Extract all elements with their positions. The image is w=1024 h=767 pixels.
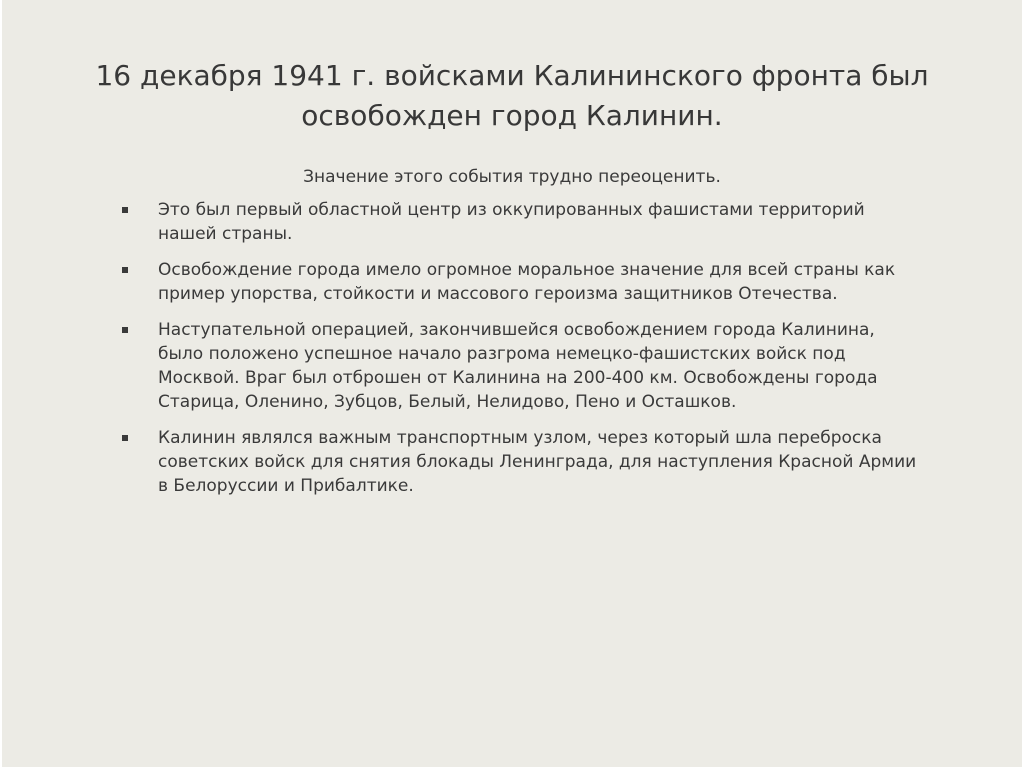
square-bullet-icon [122,435,128,441]
slide-title-line-2: освобожден город Калинин. [301,99,723,132]
bullet-text: Наступательной операцией, закончившейся освобождением города Калинина, было положено успешное начало разгрома немецко-фашистских войск под Москвой. Враг был отброшен от Калинина на 200-400 км. Освобождены города Старица, Оленино, Зубцов, Белый, Нелидово, Пено и Осташков. [158,320,878,412]
slide-title-line-1: 16 декабря 1941 г. войсками Калининского фронта был [95,59,929,92]
bullet-item [120,318,920,414]
square-bullet-icon [122,267,128,273]
bullet-text: Освобождение города имело огромное моральное значение для всей страны как пример упорства, стойкости и массового героизма защитников Отечества. [158,260,896,304]
bullet-text: Это был первый областной центр из оккупированных фашистами территорий нашей страны. [158,200,865,244]
bullet-item [120,258,920,306]
bullet-text: Калинин являлся важным транспортным узлом, через который шла переброска советских войск для снятия блокады Ленинграда, для наступления Красной Армии в Белоруссии и Прибалтике. [158,428,917,496]
square-bullet-icon [122,327,128,333]
slide-title [62,56,962,136]
bullet-item [120,426,920,498]
square-bullet-icon [122,207,128,213]
slide [2,0,1022,767]
slide-subtitle: Значение этого события трудно переоценить. [303,167,721,187]
bullet-item [120,198,920,246]
bullet-list [120,198,920,510]
